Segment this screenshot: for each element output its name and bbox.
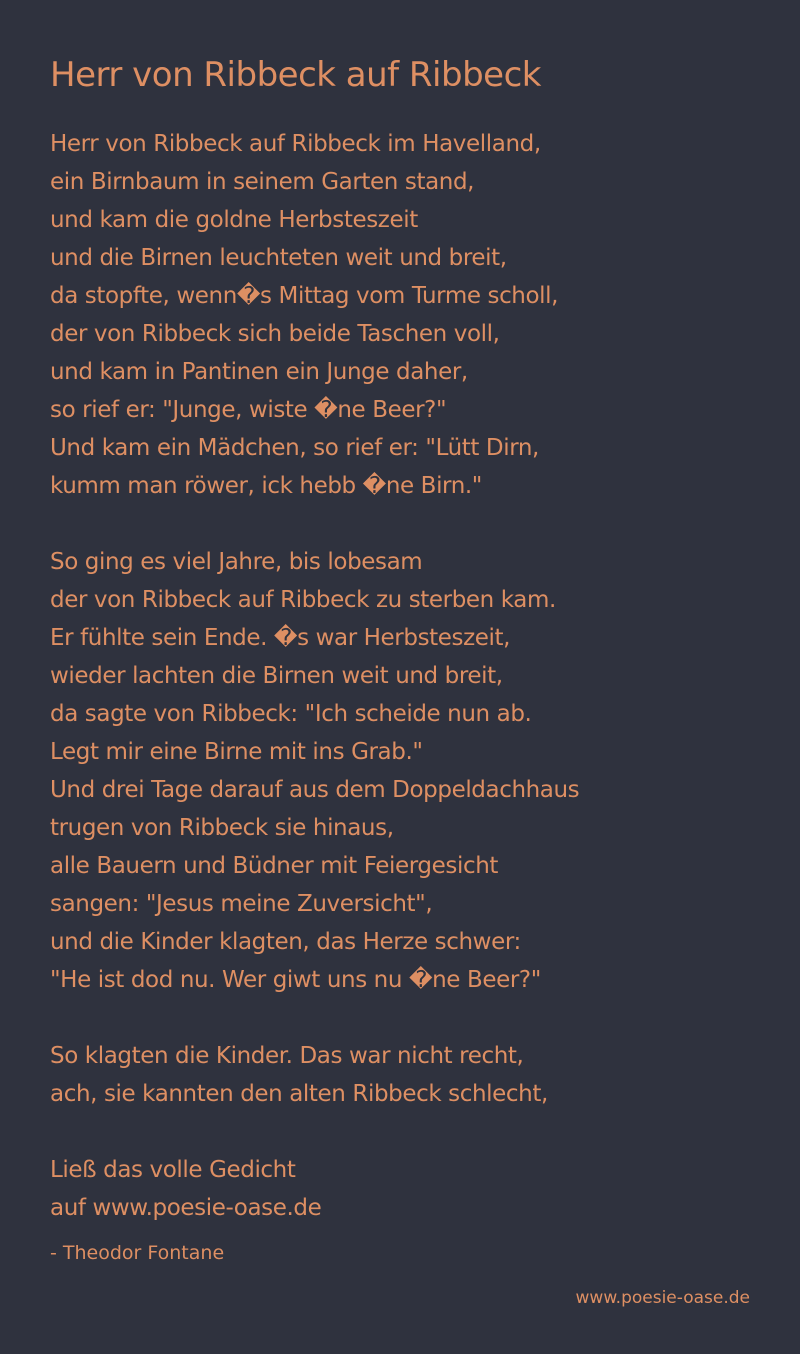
poem-line: der von Ribbeck auf Ribbeck zu sterben kam. (50, 587, 556, 613)
read-more-note (50, 1151, 770, 1227)
poem-line: So klagten die Kinder. Das war nicht recht, (50, 1043, 524, 1069)
poem-body (50, 125, 770, 1265)
poem-line: und kam die goldne Herbsteszeit (50, 207, 418, 233)
poem-line: trugen von Ribbeck sie hinaus, (50, 815, 394, 841)
stanza-2 (50, 543, 770, 999)
poem-line: Legt mir eine Birne mit ins Grab." (50, 739, 423, 765)
poem-line: "He ist dod nu. Wer giwt uns nu �ne Beer?" (50, 967, 541, 993)
poem-line: kumm man röwer, ick hebb �ne Birn." (50, 473, 482, 499)
poem-line: wieder lachten die Birnen weit und breit, (50, 663, 503, 689)
poem-line: und die Kinder klagten, das Herze schwer: (50, 929, 521, 955)
poem-title: Herr von Ribbeck auf Ribbeck (50, 55, 541, 95)
poem-line: auf www.poesie-oase.de (50, 1195, 322, 1221)
poem-line: ach, sie kannten den alten Ribbeck schlecht, (50, 1081, 548, 1107)
poem-line: Ließ das volle Gedicht (50, 1157, 296, 1183)
poem-line: und kam in Pantinen ein Junge daher, (50, 359, 468, 385)
poem-line: da sagte von Ribbeck: "Ich scheide nun ab. (50, 701, 532, 727)
poem-line: Er fühlte sein Ende. �s war Herbsteszeit, (50, 625, 511, 651)
poem-line: So ging es viel Jahre, bis lobesam (50, 549, 423, 575)
poem-line: so rief er: "Junge, wiste �ne Beer?" (50, 397, 447, 423)
poem-line: ein Birnbaum in seinem Garten stand, (50, 169, 475, 195)
footer-url: www.poesie-oase.de (575, 1288, 750, 1308)
stanza-1 (50, 125, 770, 505)
poem-line: und die Birnen leuchteten weit und breit, (50, 245, 507, 271)
poem-line: Und kam ein Mädchen, so rief er: "Lütt Dirn, (50, 435, 539, 461)
poem-line: der von Ribbeck sich beide Taschen voll, (50, 321, 500, 347)
poem-line: Und drei Tage darauf aus dem Doppeldachhaus (50, 777, 580, 803)
poem-line: Herr von Ribbeck auf Ribbeck im Havelland, (50, 131, 541, 157)
poem-author: - Theodor Fontane (50, 1242, 225, 1264)
poem-line: sangen: "Jesus meine Zuversicht", (50, 891, 433, 917)
stanza-3 (50, 1037, 770, 1113)
poem-line: da stopfte, wenn�s Mittag vom Turme scholl, (50, 283, 559, 309)
poem-line: alle Bauern und Büdner mit Feiergesicht (50, 853, 498, 879)
